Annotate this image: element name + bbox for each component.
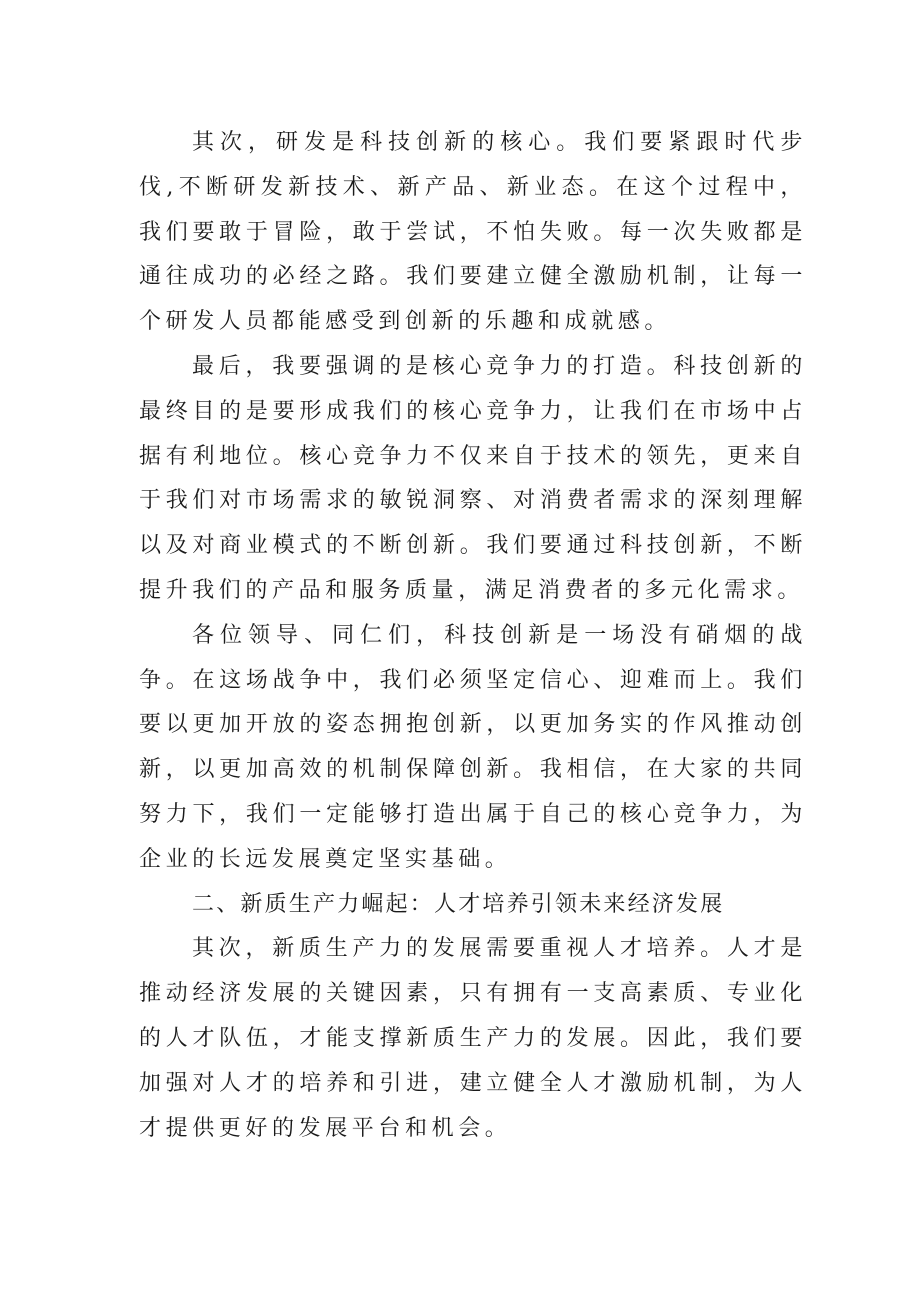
paragraph-rd-core: 其次，研发是科技创新的核心。我们要紧跟时代步伐,不断研发新技术、新产品、新业态。在这个过程中，我们要敢于冒险，敢于尝试，不怕失败。每一次失败都是通往成功的必经之路。我们要建立健全激励机制，让每一个研发人员都能感受到创新的乐趣和成就感。 bbox=[139, 130, 807, 335]
paragraph-closing-appeal: 各位领导、同仁们，科技创新是一场没有硝烟的战争。在这场战争中，我们必须坚定信心、迎难而上。我们要以更加开放的姿态拥抱创新，以更加务实的作风推动创新，以更加高效的机制保障创新。我相信，在大家的共同努力下，我们一定能够打造出属于自己的核心竞争力，为企业的长远发展奠定坚实基础。 bbox=[139, 622, 807, 872]
document-body bbox=[139, 121, 807, 1151]
paragraph-core-competitiveness: 最后，我要强调的是核心竞争力的打造。科技创新的最终目的是要形成我们的核心竞争力，让我们在市场中占据有利地位。核心竞争力不仅来自于技术的领先，更来自于我们对市场需求的敏锐洞察、对消费者需求的深刻理解以及对商业模式的不断创新。我们要通过科技创新，不断提升我们的产品和服务质量，满足消费者的多元化需求。 bbox=[139, 353, 807, 603]
section-heading: 二、新质生产力崛起：人才培养引领未来经济发展 bbox=[192, 891, 725, 917]
paragraph-talent-cultivation: 其次，新质生产力的发展需要重视人才培养。人才是推动经济发展的关键因素，只有拥有一支高素质、专业化的人才队伍，才能支撑新质生产力的发展。因此，我们要加强对人才的培养和引进，建立健全人才激励机制，为人才提供更好的发展平台和机会。 bbox=[139, 936, 807, 1141]
